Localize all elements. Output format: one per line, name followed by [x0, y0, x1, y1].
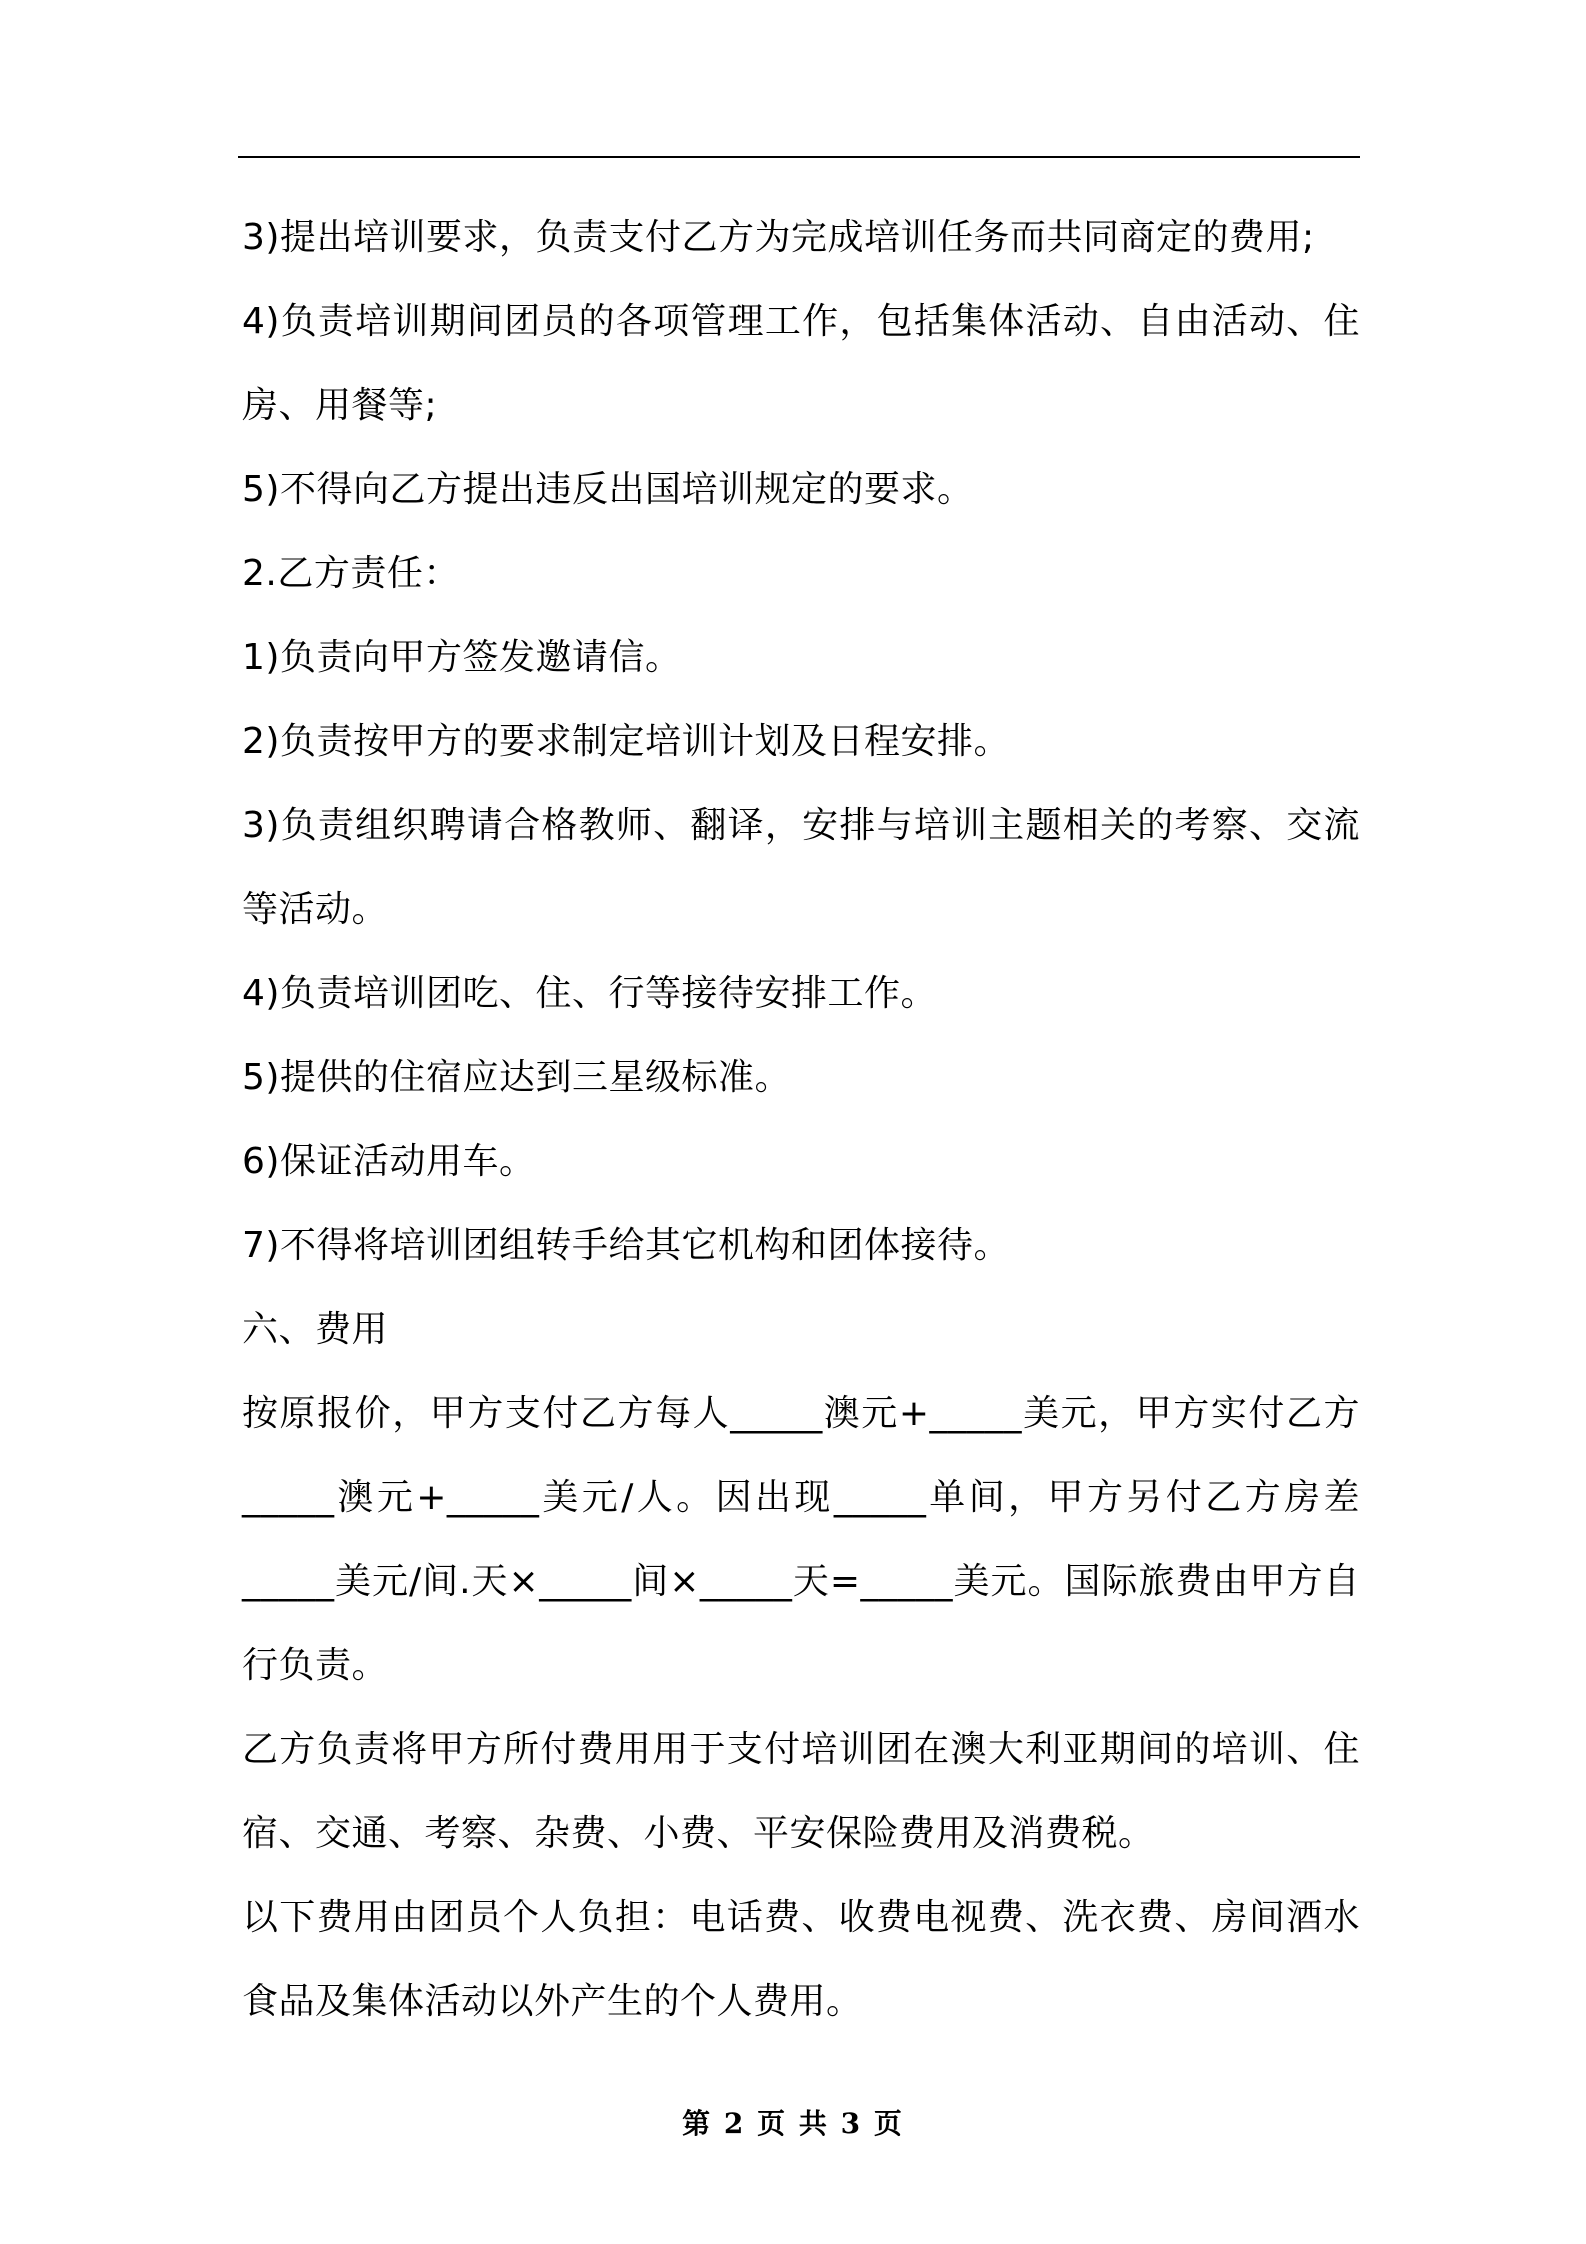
section-party-b-heading: 2.乙方责任：: [242, 553, 460, 594]
section-fees-heading: 六、费用: [242, 1309, 389, 1350]
clause-party-b-3: 3)负责组织聘请合格教师、翻译，安排与培训主题相关的考察、交流等活动。: [242, 805, 1360, 930]
clause-party-a-4: 4)负责培训期间团员的各项管理工作，包括集体活动、自由活动、住房、用餐等;: [242, 301, 1360, 426]
fees-usage-paragraph: 乙方负责将甲方所付费用用于支付培训团在澳大利亚期间的培训、住宿、交通、考察、杂费、小费、平安保险费用及消费税。: [242, 1729, 1360, 1854]
clause-party-b-1: 1)负责向甲方签发邀请信。: [242, 637, 682, 678]
clause-party-b-2: 2)负责按甲方的要求制定培训计划及日程安排。: [242, 721, 1010, 762]
clause-party-b-5: 5)提供的住宿应达到三星级标准。: [242, 1057, 791, 1098]
personal-expenses-paragraph: 以下费用由团员个人负担：电话费、收费电视费、洗衣费、房间酒水食品及集体活动以外产生的个人费用。: [242, 1897, 1360, 2022]
header-rule: [238, 156, 1360, 158]
clause-party-a-3: 3)提出培训要求，负责支付乙方为完成培训任务而共同商定的费用;: [242, 217, 1315, 258]
fees-quote-paragraph: 按原报价，甲方支付乙方每人_____澳元+_____美元，甲方实付乙方_____澳元+_____美元/人。因出现_____单间，甲方另付乙方房差_____美元/间.天×_____间×_____天=_____美元。国际旅费由甲方自行负责。: [242, 1393, 1360, 1686]
clause-party-b-4: 4)负责培训团吃、住、行等接待安排工作。: [242, 973, 937, 1014]
clause-party-b-6: 6)保证活动用车。: [242, 1141, 536, 1182]
page-number-footer: 第 2 页 共 3 页: [682, 2107, 904, 2140]
clause-party-b-7: 7)不得将培训团组转手给其它机构和团体接待。: [242, 1225, 1010, 1266]
document-body: [242, 196, 1360, 2044]
clause-party-a-5: 5)不得向乙方提出违反出国培训规定的要求。: [242, 469, 974, 510]
